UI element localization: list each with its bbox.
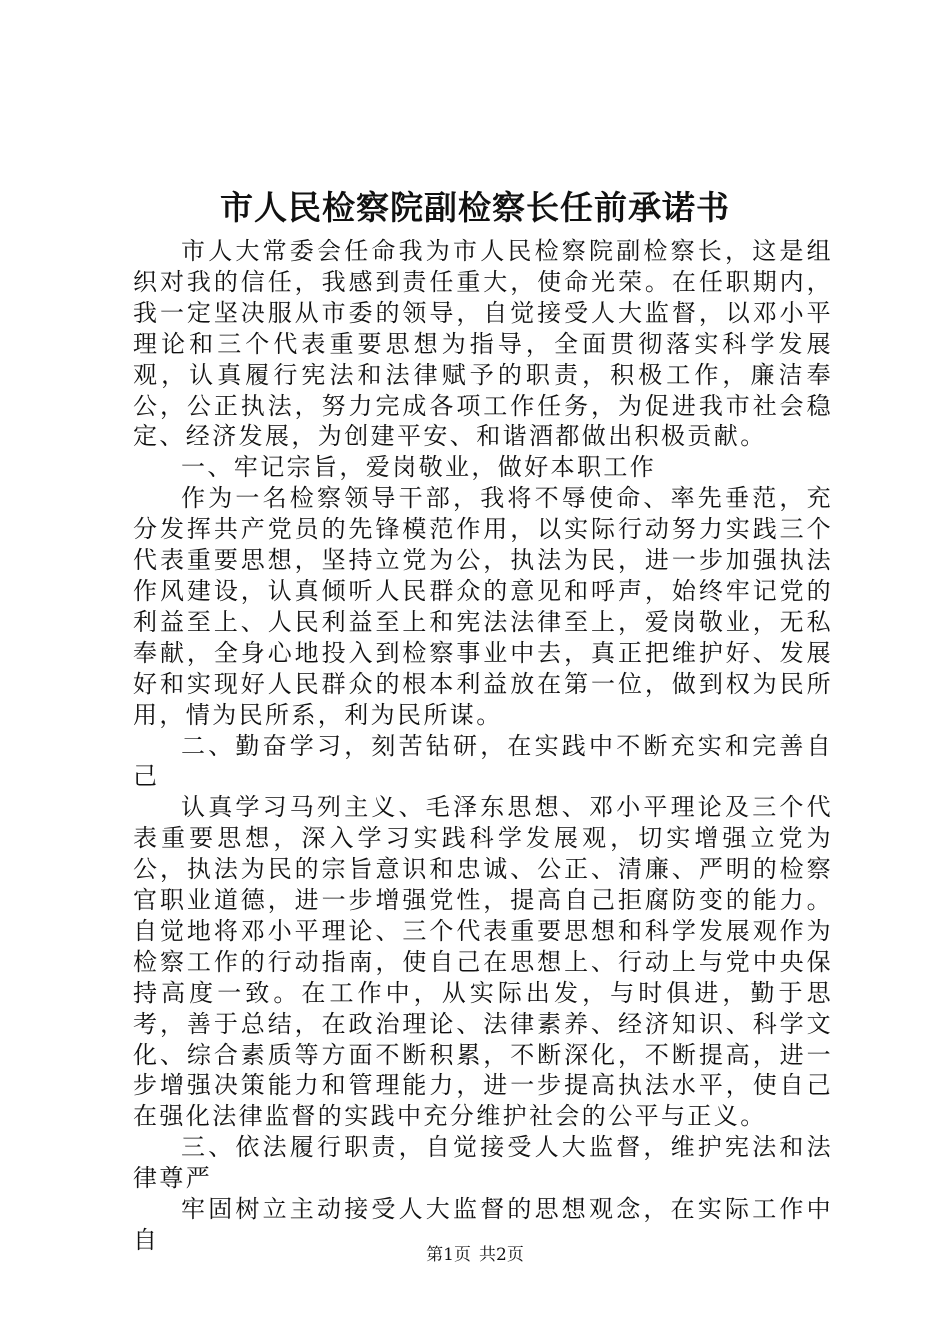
document-body xyxy=(133,236,833,1256)
document-title: 市人民检察院副检察长任前承诺书 xyxy=(220,188,730,227)
page-footer xyxy=(0,1244,950,1266)
section-heading-3: 三、依法履行职责，自觉接受人大监督，维护宪法和法律尊严 xyxy=(133,1133,833,1193)
paragraph-section-2: 认真学习马列主义、毛泽东思想、邓小平理论及三个代表重要思想，深入学习实践科学发展观，切实增强立党为公，执法为民的宗旨意识和忠诚、公正、清廉、严明的检察官职业道德，进一步增强党性，提高自己拒腐防变的能力。自觉地将邓小平理论、三个代表重要思想和科学发展观作为检察工作的行动指南，使自己在思想上、行动上与党中央保持高度一致。在工作中，从实际出发，与时俱进，勤于思考，善于总结，在政治理论、法律素养、经济知识、科学文化、综合素质等方面不断积累，不断深化，不断提高，进一步增强决策能力和管理能力，进一步提高执法水平，使自己在强化法律监督的实践中充分维护社会的公平与正义。 xyxy=(133,793,833,1131)
page-total: 共2页 xyxy=(479,1245,524,1265)
paragraph-section-3: 牢固树立主动接受人大监督的思想观念，在实际工作中自 xyxy=(133,1195,833,1254)
section-heading-2: 二、勤奋学习，刻苦钻研，在实践中不断充实和完善自己 xyxy=(133,731,833,791)
section-heading-1: 一、牢记宗旨，爱岗敬业，做好本职工作 xyxy=(181,453,657,482)
paragraph-section-1: 作为一名检察领导干部，我将不辱使命、率先垂范，充分发挥共产党员的先锋模范作用，以实际行动努力实践三个代表重要思想，坚持立党为公，执法为民，进一步加强执法作风建设，认真倾听人民群众的意见和呼声，始终牢记党的利益至上、人民利益至上和宪法法律至上，爱岗敬业，无私奉献，全身心地投入到检察事业中去，真正把维护好、发展好和实现好人民群众的根本利益放在第一位，做到权为民所用，情为民所系，利为民所谋。 xyxy=(133,484,833,729)
paragraph-intro: 市人大常委会任命我为市人民检察院副检察长，这是组织对我的信任，我感到责任重大，使命光荣。在任职期内，我一定坚决服从市委的领导，自觉接受人大监督，以邓小平理论和三个代表重要思想为指导，全面贯彻落实科学发展观，认真履行宪法和法律赋予的职责，积极工作，廉洁奉公，公正执法，努力完成各项工作任务，为促进我市社会稳定、经济发展，为创建平安、和谐酒都做出积极贡献。 xyxy=(133,237,833,451)
page-number: 第1页 xyxy=(426,1245,471,1265)
